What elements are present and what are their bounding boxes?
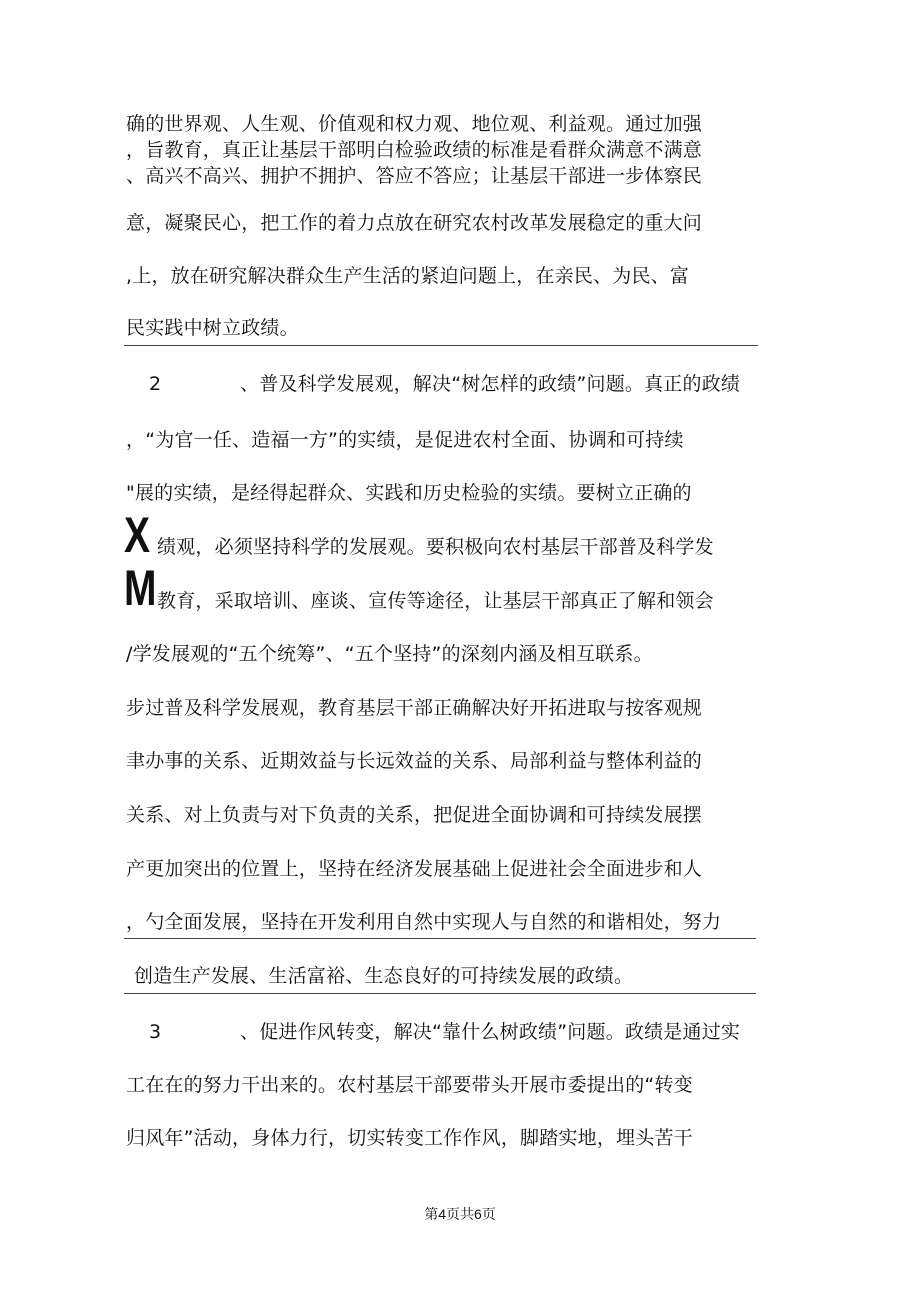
large-letter-m: M xyxy=(124,560,157,616)
large-letter-x: X xyxy=(124,507,151,563)
section-heading: 、普及科学发展观，解决“树怎样的政绩”问题。真正的政绩 xyxy=(240,373,741,395)
paragraph-line: ,上，放在研究解决群众生产生活的紧迫问题上，在亲民、为民、富 xyxy=(126,265,690,287)
paragraph-line: 、高兴不高兴、拥护不拥护、答应不答应；让基层干部进一步体察民 xyxy=(126,165,703,187)
section-number: 3 xyxy=(149,1021,162,1043)
section-number: 2 xyxy=(149,373,162,395)
divider xyxy=(124,345,758,346)
paragraph-line: ，旨教育，真正让基层干部明白检验政绩的标准是看群众满意不满意 xyxy=(126,139,703,161)
divider xyxy=(124,938,756,939)
paragraph-line: 聿办事的关系、近期效益与长远效益的关系、局部利益与整体利益的 xyxy=(126,750,703,772)
paragraph-line: ，“为官一任、造福一方”的实绩，是促进农村全面、协调和可持续 xyxy=(126,429,684,451)
paragraph-line: ，勺全面发展，坚持在开发利用自然中实现人与自然的和谐相处，努力 xyxy=(126,911,722,933)
paragraph-line: 工在在的努力干出来的。农村基层干部要带头开展市委提出的“转变 xyxy=(126,1074,693,1096)
section-heading: 、促进作风转变，解决“靠什么树政绩”问题。政绩是通过实 xyxy=(240,1021,741,1043)
divider xyxy=(124,993,756,994)
paragraph-line: 意，凝聚民心，把工作的着力点放在研究农村改革发展稳定的重大问 xyxy=(126,212,703,234)
page-number: 第4页共6页 xyxy=(424,1206,496,1222)
paragraph-line: 民实践中树立政绩。 xyxy=(126,317,299,339)
paragraph-line: 步过普及科学发展观，教育基层干部正确解决好开拓进取与按客观规 xyxy=(126,697,703,719)
paragraph-line: 关系、对上负责与对下负责的关系，把促进全面协调和可持续发展摆 xyxy=(126,804,703,826)
paragraph-line: 归风年”活动，身体力行，切实转变工作作风，脚踏实地，埋头苦干 xyxy=(126,1127,693,1149)
paragraph-line: 创造生产发展、生活富裕、生态良好的可持续发展的政绩。 xyxy=(134,965,634,987)
paragraph-line: 产更加突出的位置上，坚持在经济发展基础上促进社会全面进步和人 xyxy=(126,858,703,880)
paragraph-line: 教育，采取培训、座谈、宣传等途径，让基层干部真正了解和领会 xyxy=(157,590,714,612)
paragraph-line: 确的世界观、人生观、价值观和权力观、地位观、利益观。通过加强 xyxy=(126,113,703,135)
paragraph-line: "展的实绩，是经得起群众、实践和历史检验的实绩。要树立正确的 xyxy=(126,482,692,504)
paragraph-line: /学发展观的“五个统筹”、“五个坚持”的深刻内涵及相互联系。 xyxy=(126,643,653,665)
paragraph-line: 绩观，必须坚持科学的发展观。要积极向农村基层干部普及科学发 xyxy=(157,536,714,558)
